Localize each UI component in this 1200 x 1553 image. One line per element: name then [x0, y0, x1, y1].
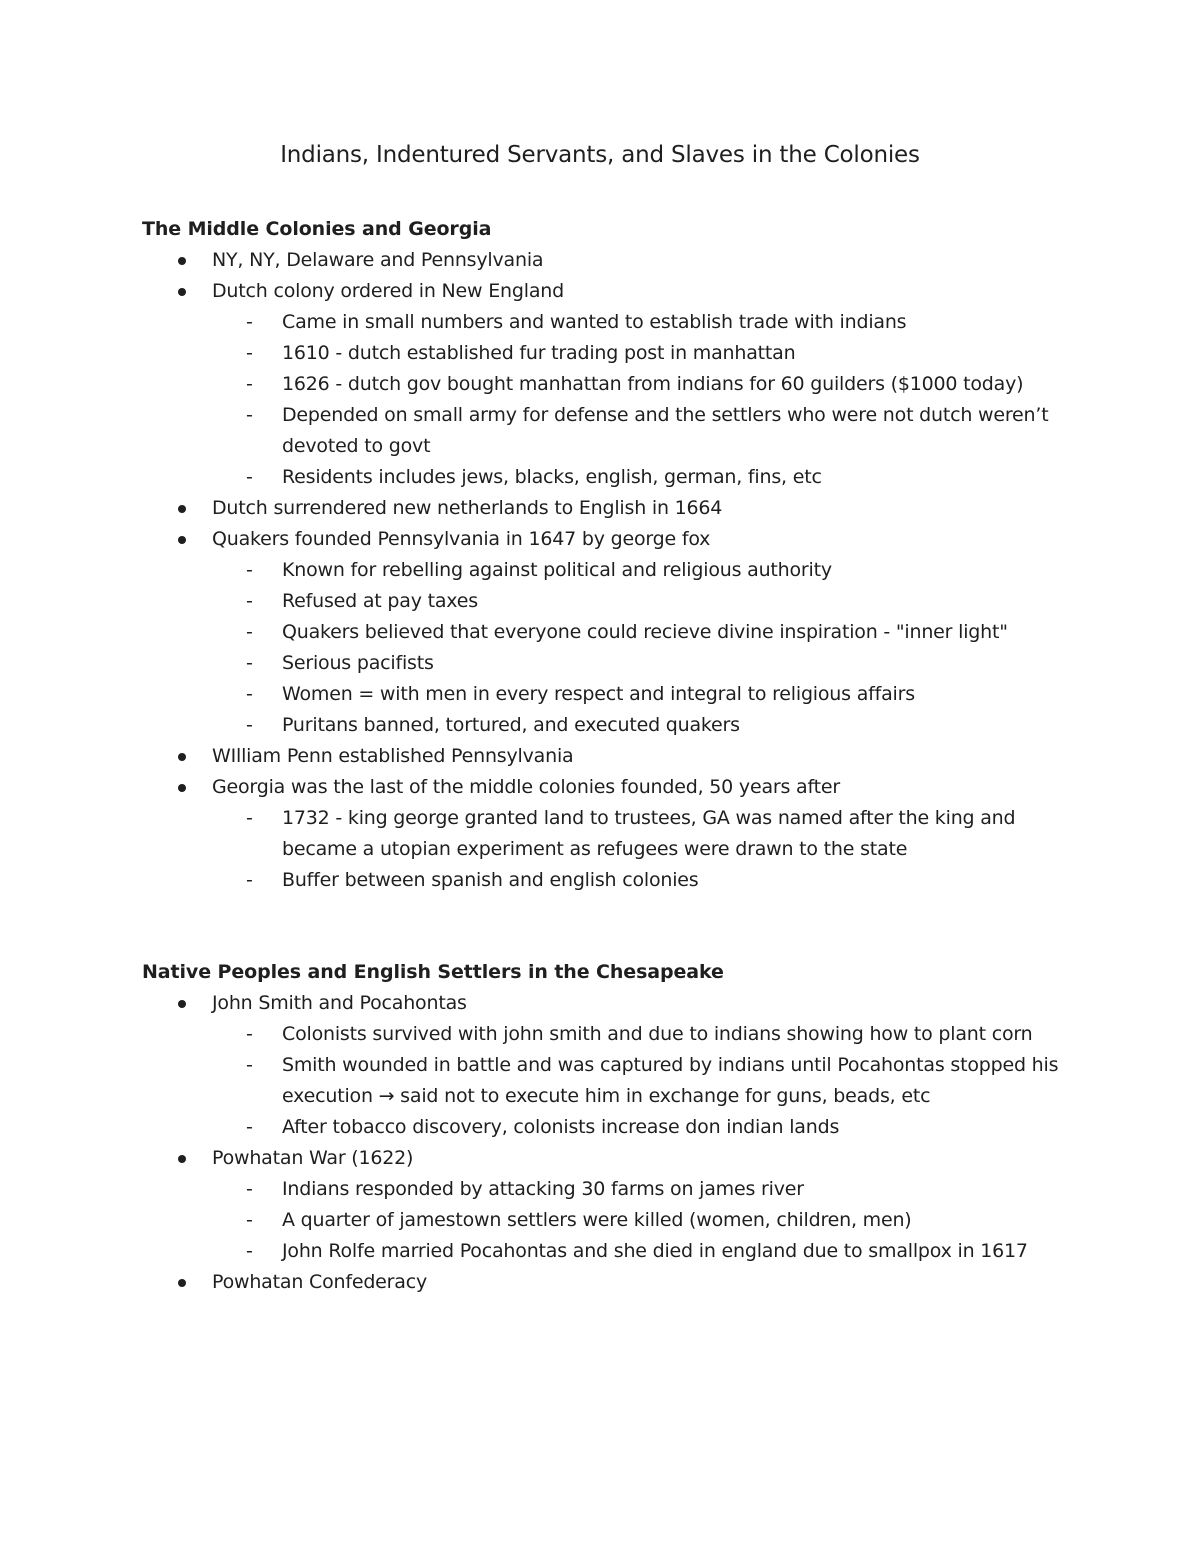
- dash-icon: -: [246, 1178, 253, 1200]
- dash-icon: -: [246, 404, 253, 426]
- dash-icon: -: [246, 1023, 253, 1045]
- sub-text: Buffer between spanish and english colonies: [282, 869, 699, 891]
- sub-text: Depended on small army for defense and the settlers who were not dutch weren’t devoted to govt: [282, 404, 1049, 457]
- bullet-icon: [178, 257, 186, 265]
- sub-text: Indians responded by attacking 30 farms on james river: [282, 1178, 804, 1200]
- section-heading: The Middle Colonies and Georgia: [142, 218, 492, 240]
- sub-text: Serious pacifists: [282, 652, 434, 674]
- sub-text: Colonists survived with john smith and due to indians showing how to plant corn: [282, 1023, 1033, 1045]
- bullet-icon: [178, 288, 186, 296]
- bullet-text: Quakers founded Pennsylvania in 1647 by george fox: [212, 528, 711, 550]
- sub-text: A quarter of jamestown settlers were killed (women, children, men): [282, 1209, 912, 1231]
- bullet-icon: [178, 1000, 186, 1008]
- dash-icon: -: [246, 621, 253, 643]
- bullet-item: [142, 1143, 1082, 1267]
- sub-item: [142, 679, 1082, 710]
- sub-list: [212, 1174, 1082, 1267]
- sub-list: [212, 555, 1082, 741]
- sub-text: Smith wounded in battle and was captured by indians until Pocahontas stopped his execution → said not to execute him in exchange for guns, beads, etc: [282, 1054, 1059, 1107]
- bullet-icon: [178, 505, 186, 513]
- sub-item: [142, 1205, 1082, 1236]
- bullet-icon: [178, 784, 186, 792]
- section-heading: Native Peoples and English Settlers in the Chesapeake: [142, 961, 724, 983]
- sub-item: [142, 400, 1082, 462]
- sub-text: Came in small numbers and wanted to establish trade with indians: [282, 311, 907, 333]
- sub-item: [142, 307, 1082, 338]
- sub-item: [142, 803, 1082, 865]
- bullet-item: [142, 493, 1082, 524]
- sub-item: [142, 710, 1082, 741]
- sub-list: [212, 803, 1082, 896]
- dash-icon: -: [246, 869, 253, 891]
- bullet-text: WIlliam Penn established Pennsylvania: [212, 745, 574, 767]
- sub-text: Women = with men in every respect and integral to religious affairs: [282, 683, 915, 705]
- section-chesapeake: [142, 957, 1082, 1298]
- sub-item: [142, 1236, 1082, 1267]
- bullet-icon: [178, 753, 186, 761]
- bullet-text: Dutch surrendered new netherlands to English in 1664: [212, 497, 723, 519]
- sub-text: Quakers believed that everyone could recieve divine inspiration - "inner light": [282, 621, 1008, 643]
- sub-text: John Rolfe married Pocahontas and she died in england due to smallpox in 1617: [282, 1240, 1028, 1262]
- dash-icon: -: [246, 311, 253, 333]
- sub-text: Residents includes jews, blacks, english, german, fins, etc: [282, 466, 822, 488]
- bullet-list: [142, 245, 1082, 896]
- sub-text: Puritans banned, tortured, and executed quakers: [282, 714, 740, 736]
- sub-text: 1626 - dutch gov bought manhattan from indians for 60 guilders ($1000 today): [282, 373, 1024, 395]
- bullet-icon: [178, 1279, 186, 1287]
- bullet-text: John Smith and Pocahontas: [212, 992, 467, 1014]
- sub-item: [142, 1112, 1082, 1143]
- dash-icon: -: [246, 466, 253, 488]
- bullet-list: [142, 988, 1082, 1298]
- sub-item: [142, 369, 1082, 400]
- bullet-item: [142, 772, 1082, 896]
- sub-item: [142, 1019, 1082, 1050]
- sub-item: [142, 1050, 1082, 1112]
- dash-icon: -: [246, 342, 253, 364]
- bullet-item: [142, 524, 1082, 741]
- sub-item: [142, 338, 1082, 369]
- dash-icon: -: [246, 1054, 253, 1076]
- dash-icon: -: [246, 1209, 253, 1231]
- dash-icon: -: [246, 652, 253, 674]
- sub-text: Known for rebelling against political and religious authority: [282, 559, 832, 581]
- sub-text: Refused at pay taxes: [282, 590, 478, 612]
- bullet-item: [142, 988, 1082, 1143]
- bullet-item: [142, 245, 1082, 276]
- sub-list: [212, 307, 1082, 493]
- sub-item: [142, 462, 1082, 493]
- bullet-item: [142, 276, 1082, 493]
- bullet-item: [142, 1267, 1082, 1298]
- sub-text: 1732 - king george granted land to trustees, GA was named after the king and became a utopian experiment as refugees were drawn to the state: [282, 807, 1016, 860]
- dash-icon: -: [246, 373, 253, 395]
- section-middle-colonies: [142, 214, 1082, 896]
- bullet-icon: [178, 1155, 186, 1163]
- sub-text: After tobacco discovery, colonists increase don indian lands: [282, 1116, 840, 1138]
- dash-icon: -: [246, 590, 253, 612]
- sub-item: [142, 1174, 1082, 1205]
- dash-icon: -: [246, 807, 253, 829]
- dash-icon: -: [246, 714, 253, 736]
- sub-item: [142, 617, 1082, 648]
- sub-item: [142, 555, 1082, 586]
- dash-icon: -: [246, 559, 253, 581]
- dash-icon: -: [246, 1240, 253, 1262]
- sub-item: [142, 648, 1082, 679]
- bullet-text: Georgia was the last of the middle colonies founded, 50 years after: [212, 776, 840, 798]
- bullet-text: Dutch colony ordered in New England: [212, 280, 564, 302]
- document-title: Indians, Indentured Servants, and Slaves in the Colonies: [280, 142, 920, 168]
- bullet-icon: [178, 536, 186, 544]
- bullet-text: NY, NY, Delaware and Pennsylvania: [212, 249, 544, 271]
- bullet-text: Powhatan Confederacy: [212, 1271, 428, 1293]
- sub-item: [142, 865, 1082, 896]
- bullet-text: Powhatan War (1622): [212, 1147, 414, 1169]
- dash-icon: -: [246, 1116, 253, 1138]
- dash-icon: -: [246, 683, 253, 705]
- sub-item: [142, 586, 1082, 617]
- sub-list: [212, 1019, 1082, 1143]
- bullet-item: [142, 741, 1082, 772]
- sub-text: 1610 - dutch established fur trading post in manhattan: [282, 342, 796, 364]
